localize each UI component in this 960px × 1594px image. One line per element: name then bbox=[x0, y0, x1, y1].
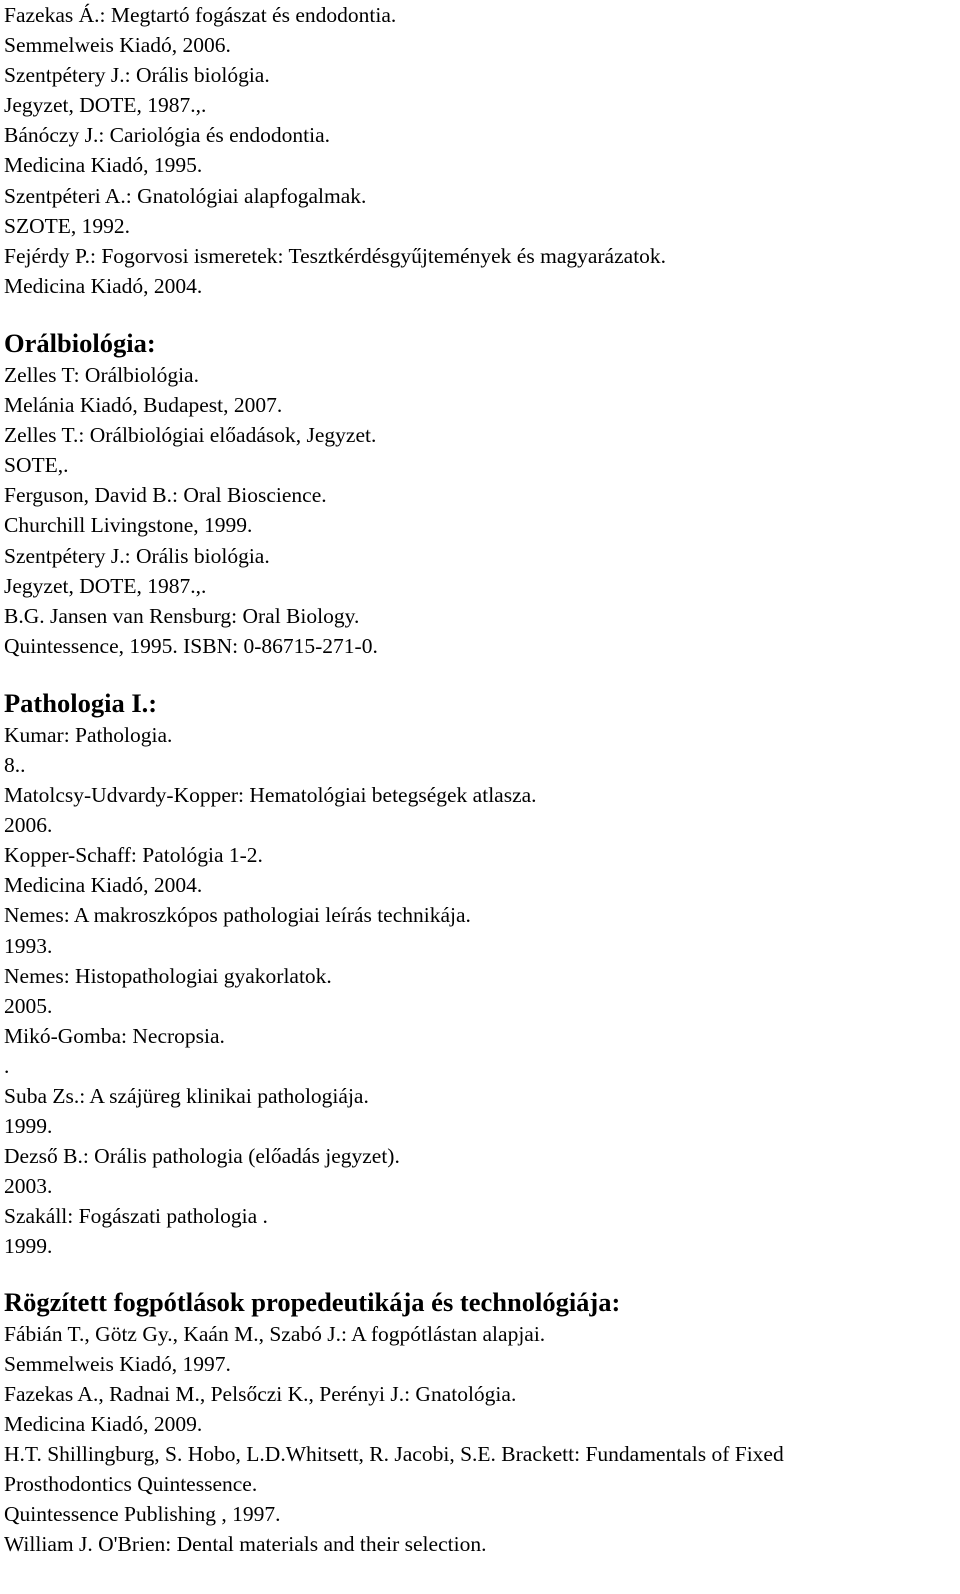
reference-line: 1999. bbox=[4, 1114, 53, 1139]
section-heading: Rögzített fogpótlások propedeutikája és technológiája: bbox=[4, 1286, 621, 1317]
reference-line: SZOTE, 1992. bbox=[4, 213, 131, 238]
reference-line: Zelles T.: Orálbiológiai előadások, Jegyzet. bbox=[4, 423, 377, 448]
reference-line: Medicina Kiadó, 2004. bbox=[4, 273, 203, 298]
reference-line: Kopper-Schaff: Patológia 1-2. bbox=[4, 843, 263, 868]
reference-line: Fejérdy P.: Fogorvosi ismeretek: Tesztkérdésgyűjtemények és magyarázatok. bbox=[4, 243, 667, 268]
section-rogzitett-fogpotlasok bbox=[4, 1285, 960, 1560]
reference-line: Suba Zs.: A szájüreg klinikai pathologiája. bbox=[4, 1084, 369, 1108]
reference-line: Mikó-Gomba: Necropsia. bbox=[4, 1023, 225, 1048]
reference-line: Dezső B.: Orális pathologia (előadás jegyzet). bbox=[4, 1144, 400, 1169]
reference-line: Fábián T., Götz Gy., Kaán M., Szabó J.: A fogpótlástan alapjai. bbox=[4, 1321, 546, 1346]
reference-line: Semmelweis Kiadó, 1997. bbox=[4, 1351, 231, 1376]
reference-line: Semmelweis Kiadó, 2006. bbox=[4, 33, 231, 58]
reference-line: Fazekas A., Radnai M., Pelsőczi K., Perényi J.: Gnatológia. bbox=[4, 1381, 517, 1406]
reference-line: Zelles T: Orálbiológia. bbox=[4, 362, 199, 387]
reference-line: Bánóczy J.: Cariológia és endodontia. bbox=[4, 123, 331, 148]
intro-references bbox=[4, 0, 960, 301]
reference-line: 2003. bbox=[4, 1174, 53, 1199]
reference-line: H.T. Shillingburg, S. Hobo, L.D.Whitsett, R. Jacobi, S.E. Brackett: Fundamentals of Fixed bbox=[4, 1441, 784, 1466]
reference-line: William J. O'Brien: Dental materials and their selection. bbox=[4, 1532, 487, 1557]
reference-line: 2006. bbox=[4, 813, 53, 838]
reference-line: 8.. bbox=[4, 752, 26, 777]
reference-line: 2005. bbox=[4, 993, 53, 1018]
reference-line: B.G. Jansen van Rensburg: Oral Biology. bbox=[4, 603, 360, 628]
reference-line: Matolcsy-Udvardy-Kopper: Hematológiai betegségek atlasza. bbox=[4, 783, 537, 808]
reference-line: Medicina Kiadó, 2004. bbox=[4, 873, 203, 898]
reference-line: Jegyzet, DOTE, 1987.,. bbox=[4, 573, 207, 598]
reference-line: Szentpétery J.: Orális biológia. bbox=[4, 63, 270, 88]
reference-line: SOTE,. bbox=[4, 453, 69, 478]
reference-line: Churchill Livingstone, 1999. bbox=[4, 513, 253, 538]
reference-line: 1993. bbox=[4, 933, 53, 958]
reference-line: Medicina Kiadó, 1995. bbox=[4, 153, 203, 178]
section-oralbiologia bbox=[4, 326, 960, 661]
reference-line: Jegyzet, DOTE, 1987.,. bbox=[4, 93, 207, 118]
reference-line: Medicina Kiadó, 2009. bbox=[4, 1411, 203, 1436]
reference-line: Ferguson, David B.: Oral Bioscience. bbox=[4, 483, 327, 508]
reference-line: Kumar: Pathologia. bbox=[4, 722, 173, 747]
reference-line: 1999. bbox=[4, 1234, 53, 1259]
reference-line: Szentpéteri A.: Gnatológiai alapfogalmak. bbox=[4, 183, 367, 208]
reference-line: Szentpétery J.: Orális biológia. bbox=[4, 543, 270, 568]
reference-line: Melánia Kiadó, Budapest, 2007. bbox=[4, 393, 283, 418]
reference-line: . bbox=[4, 1053, 10, 1078]
section-heading: Orálbiológia: bbox=[4, 327, 156, 358]
reference-line: Prosthodontics Quintessence. bbox=[4, 1472, 258, 1497]
section-pathologia bbox=[4, 686, 960, 1262]
reference-line: Nemes: A makroszkópos pathologiai leírás technikája. bbox=[4, 903, 471, 928]
reference-line: Nemes: Histopathologiai gyakorlatok. bbox=[4, 963, 332, 988]
reference-line: Quintessence, 1995. ISBN: 0-86715-271-0. bbox=[4, 633, 378, 658]
reference-line: Szakáll: Fogászati pathologia . bbox=[4, 1204, 268, 1229]
section-heading: Pathologia I.: bbox=[4, 687, 158, 718]
reference-line: Fazekas Á.: Megtartó fogászat és endodontia. bbox=[4, 3, 397, 27]
reference-line: Quintessence Publishing , 1997. bbox=[4, 1502, 281, 1527]
